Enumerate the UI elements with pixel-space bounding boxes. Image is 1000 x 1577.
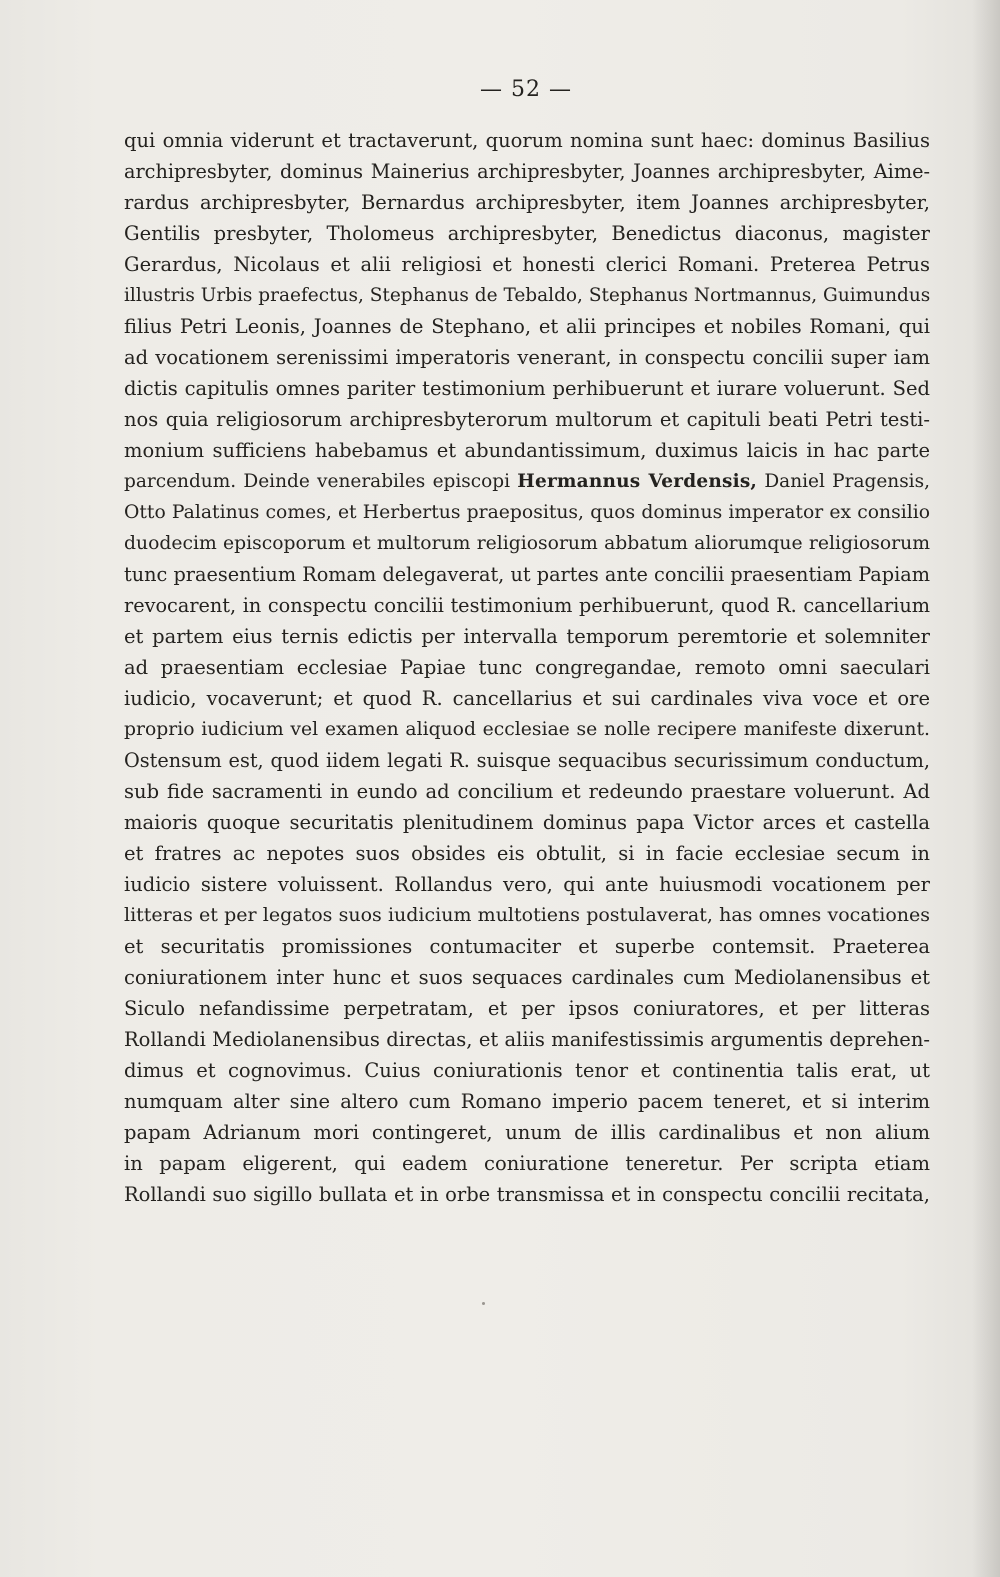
text-segment: iudicio, vocaverunt; et quod R. cancellarius et sui cardinales viva voce et ore xyxy=(124,687,930,710)
text-line xyxy=(124,125,930,156)
text-segment: illustris Urbis praefectus, Stephanus de Tebaldo, Stephanus Nortmannus, Guimundus xyxy=(124,285,931,306)
text-line xyxy=(124,311,930,342)
text-line xyxy=(124,1024,930,1055)
text-segment: Ostensum est, quod iidem legati R. suisque sequacibus securissimum conductum, xyxy=(124,749,930,772)
text-line xyxy=(124,993,930,1024)
page-edge-shadow xyxy=(972,0,1000,1577)
text-line xyxy=(124,1086,930,1117)
text-line xyxy=(124,404,930,435)
text-segment: Otto Palatinus comes, et Herbertus praepositus, quos dominus imperator ex consilio xyxy=(124,502,930,523)
text-line xyxy=(124,652,930,683)
text-line xyxy=(124,745,930,776)
text-line xyxy=(124,1055,930,1086)
text-line xyxy=(124,683,930,714)
text-segment: rardus archipresbyter, Bernardus archipresbyter, item Joannes archipresbyter, xyxy=(124,191,930,214)
text-segment: papam Adrianum mori contingeret, unum de illis cardinalibus et non alium xyxy=(124,1121,930,1144)
text-segment: Siculo nefandissime perpetratam, et per ipsos coniuratores, et per litteras xyxy=(124,997,930,1020)
page-number: — 52 — xyxy=(480,77,572,102)
text-segment: maioris quoque securitatis plenitudinem dominus papa Victor arces et castella xyxy=(124,811,930,834)
text-segment: litteras et per legatos suos iudicium multotiens postulaverat, has omnes vocationes xyxy=(124,904,930,926)
text-line xyxy=(124,218,930,249)
text-segment: et partem eius ternis edictis per intervalla temporum peremtorie et solemniter xyxy=(124,625,930,648)
text-segment: ad praesentiam ecclesiae Papiae tunc congregandae, remoto omni saeculari xyxy=(124,656,930,679)
paper-speck xyxy=(482,1302,485,1305)
text-segment: archipresbyter, dominus Mainerius archipresbyter, Joannes archipresbyter, Aime- xyxy=(124,160,930,183)
text-line xyxy=(124,1148,930,1179)
text-segment: qui omnia viderunt et tractaverunt, quorum nomina sunt haec: dominus Basilius xyxy=(124,129,930,152)
text-segment: proprio iudicium vel examen aliquod ecclesiae se nolle recipere manifeste dixerunt. xyxy=(124,719,930,740)
text-line xyxy=(124,559,930,590)
text-segment: duodecim episcoporum et multorum religiosorum abbatum aliorumque religiosorum xyxy=(124,533,930,554)
text-line xyxy=(124,342,930,373)
text-line xyxy=(124,373,930,404)
text-segment: Rollandi Mediolanensibus directas, et aliis manifestissimis argumentis deprehen- xyxy=(124,1028,930,1051)
text-segment: nos quia religiosorum archipresbyterorum multorum et capituli beati Petri testi- xyxy=(124,408,930,431)
text-segment: et securitatis promissiones contumaciter et superbe contemsit. Praeterea xyxy=(124,935,930,958)
text-line xyxy=(124,590,930,621)
text-line xyxy=(124,156,930,187)
text-line xyxy=(124,621,930,652)
text-segment: parcendum. Deinde venerabiles episcopi xyxy=(124,471,518,492)
text-line xyxy=(124,807,930,838)
text-segment: monium sufficiens habebamus et abundantissimum, duximus laicis in hac parte xyxy=(124,439,930,462)
text-segment: et fratres ac nepotes suos obsides eis obtulit, si in facie ecclesiae secum in xyxy=(124,842,930,865)
text-line xyxy=(124,1179,930,1210)
text-line xyxy=(124,962,930,993)
text-line xyxy=(124,869,930,900)
text-line xyxy=(124,280,930,311)
text-segment: Gentilis presbyter, Tholomeus archipresbyter, Benedictus diaconus, magister xyxy=(124,222,930,245)
text-line xyxy=(124,714,930,745)
text-segment: revocarent, in conspectu concilii testimonium perhibuerunt, quod R. cancellarium xyxy=(124,594,930,617)
text-segment: Gerardus, Nicolaus et alii religiosi et honesti clerici Romani. Preterea Petrus xyxy=(124,253,930,276)
text-segment: numquam alter sine altero cum Romano imperio pacem teneret, et si interim xyxy=(124,1090,930,1113)
text-line xyxy=(124,838,930,869)
text-line xyxy=(124,1117,930,1148)
text-line xyxy=(124,497,930,528)
text-segment: dimus et cognovimus. Cuius coniurationis tenor et continentia talis erat, ut xyxy=(124,1059,930,1082)
text-segment: dictis capitulis omnes pariter testimonium perhibuerunt et iurare voluerunt. Sed xyxy=(124,377,930,400)
text-segment: iudicio sistere voluissent. Rollandus vero, qui ante huiusmodi vocationem per xyxy=(124,873,930,896)
text-line xyxy=(124,187,930,218)
text-line xyxy=(124,528,930,559)
text-line xyxy=(124,249,930,280)
text-segment: Daniel Pragensis, xyxy=(757,471,930,492)
text-segment: tunc praesentium Romam delegaverat, ut partes ante concilii praesentiam Papiam xyxy=(124,563,930,586)
text-line xyxy=(124,435,930,466)
text-line xyxy=(124,466,930,497)
text-segment: filius Petri Leonis, Joannes de Stephano, et alii principes et nobiles Romani, qui xyxy=(124,315,930,338)
text-segment: sub fide sacramenti in eundo ad concilium et redeundo praestare voluerunt. Ad xyxy=(124,780,930,803)
body-text xyxy=(124,125,930,1210)
text-line xyxy=(124,776,930,807)
text-line xyxy=(124,900,930,931)
text-segment: ad vocationem serenissimi imperatoris venerant, in conspectu concilii super iam xyxy=(124,346,930,369)
text-line xyxy=(124,931,930,962)
bold-name: Hermannus Verdensis, xyxy=(517,471,758,492)
text-segment: in papam eligerent, qui eadem coniuratione teneretur. Per scripta etiam xyxy=(124,1152,930,1175)
text-segment: coniurationem inter hunc et suos sequaces cardinales cum Mediolanensibus et xyxy=(124,966,930,989)
text-segment: Rollandi suo sigillo bullata et in orbe transmissa et in conspectu concilii recitata, xyxy=(124,1183,930,1206)
